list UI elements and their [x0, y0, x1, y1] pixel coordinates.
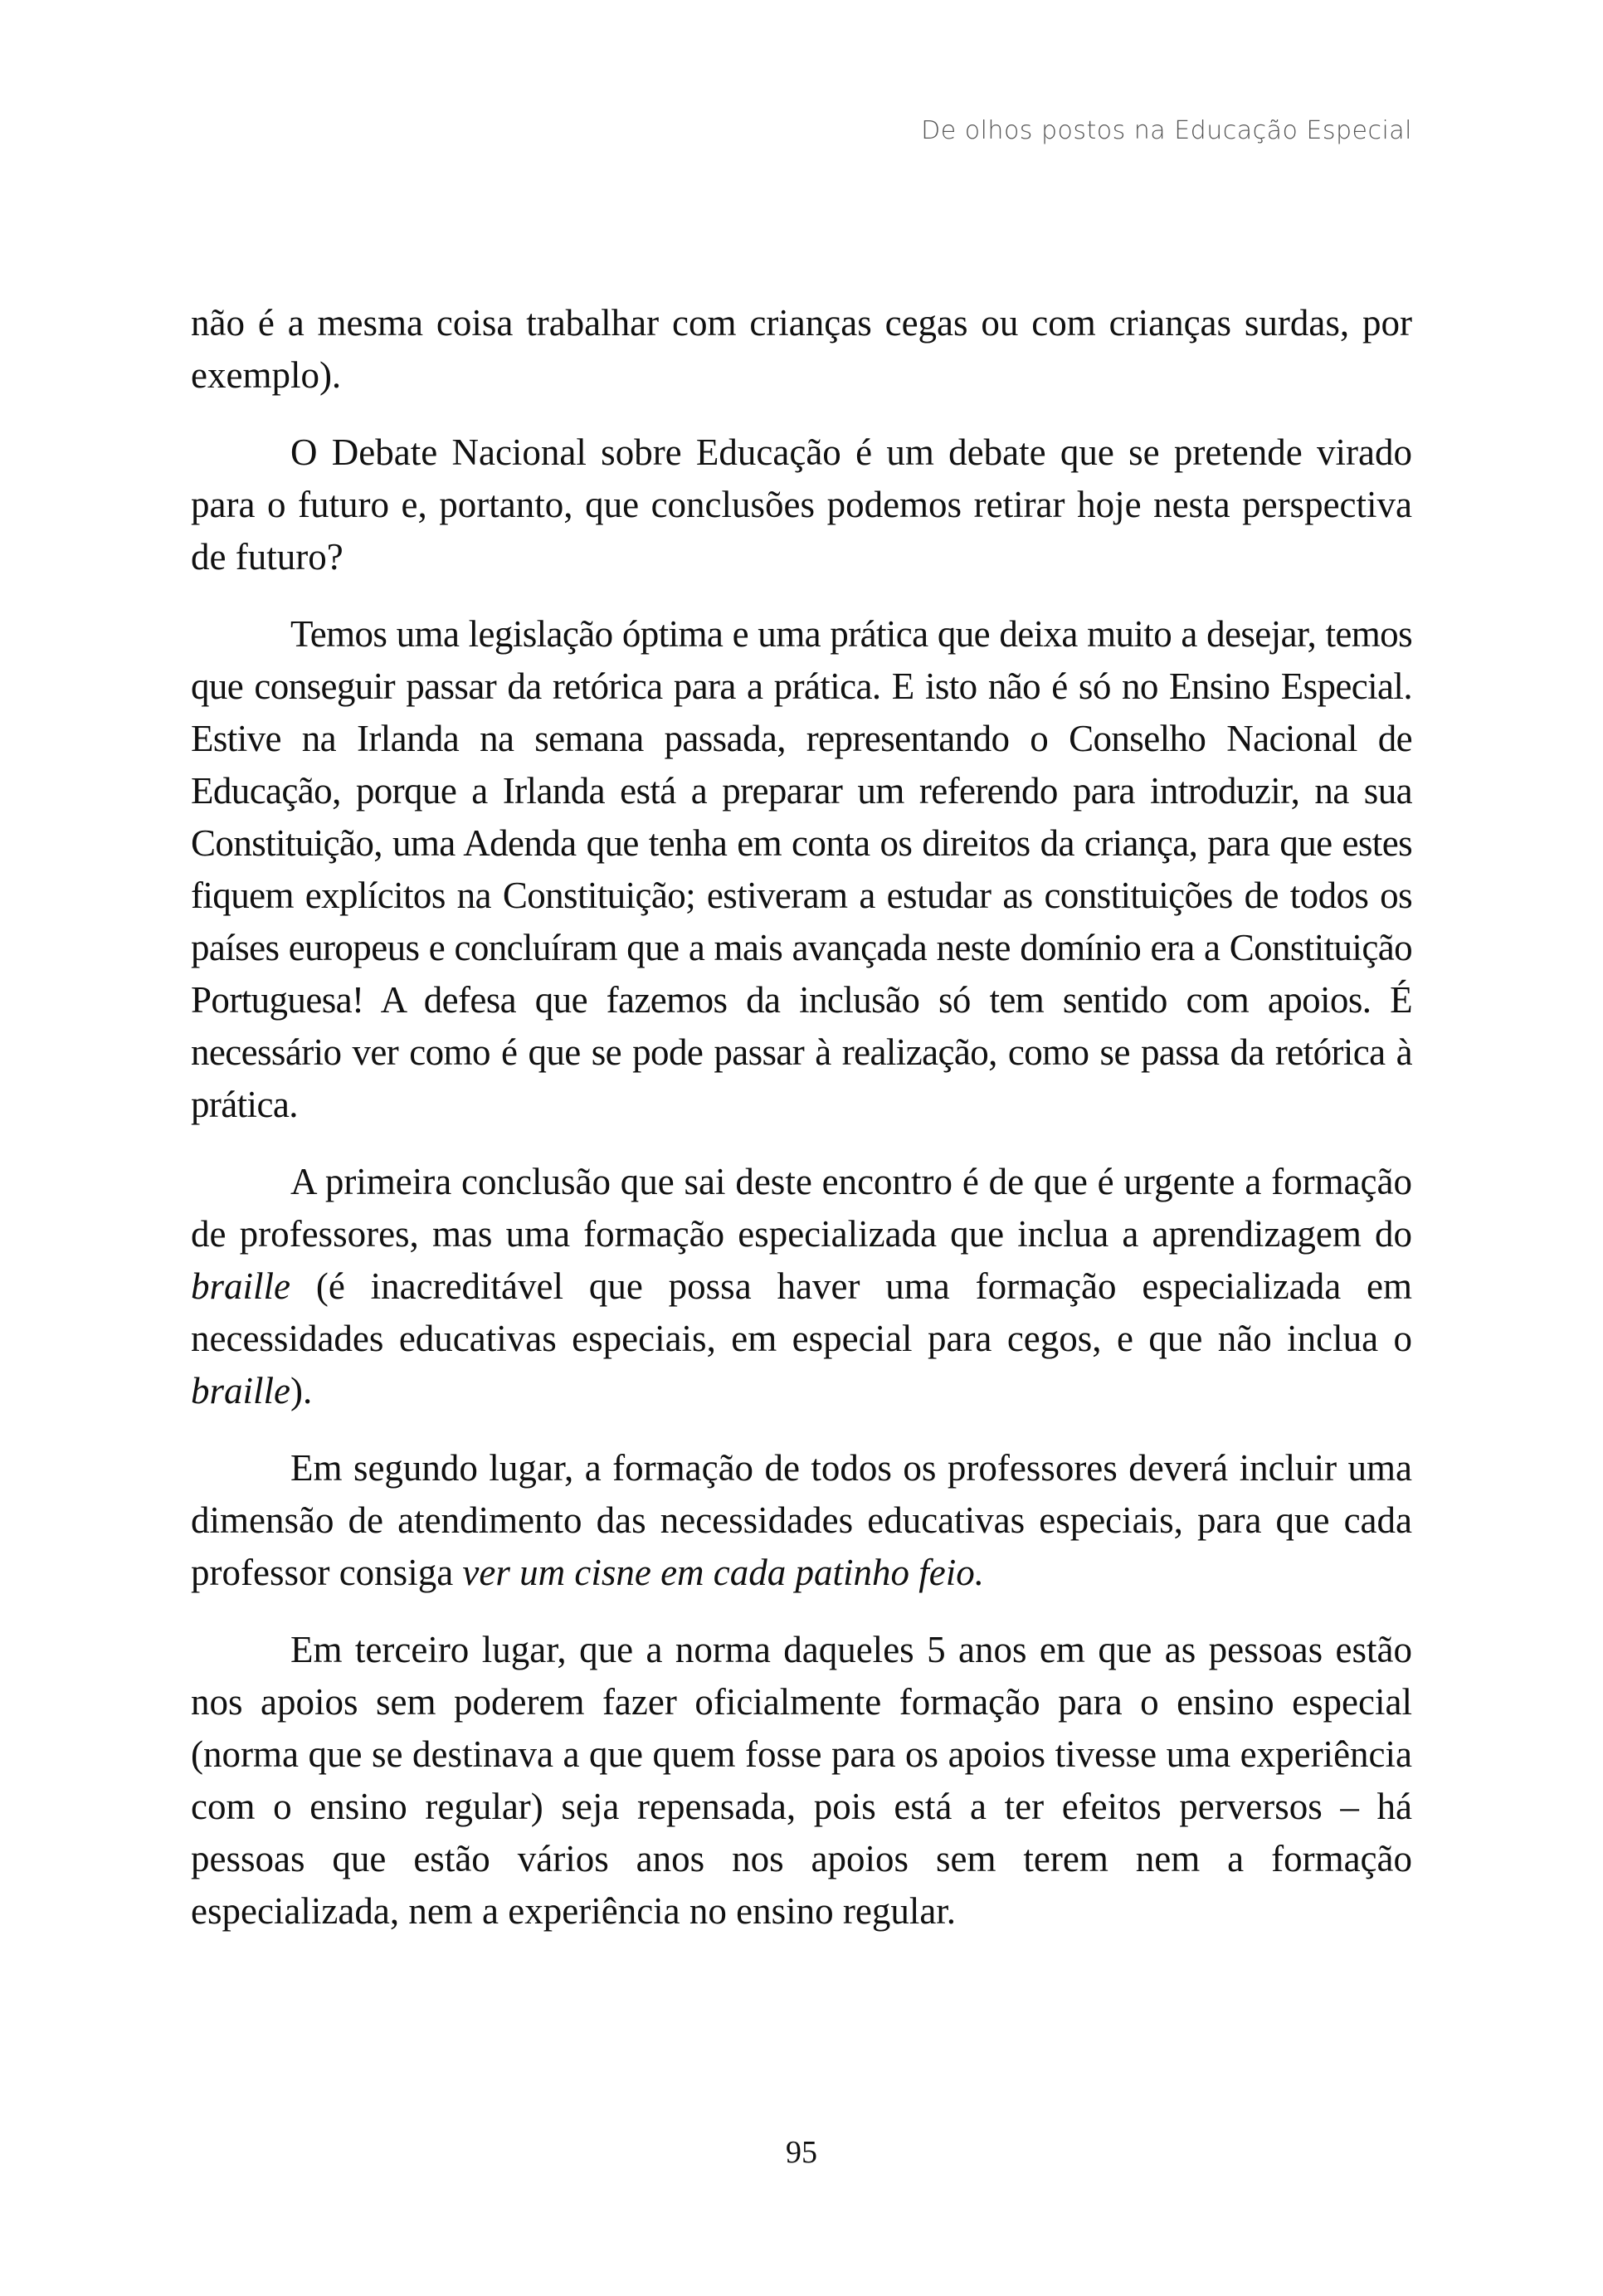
paragraph-6	[191, 1624, 1412, 1938]
paragraph-text: Em segundo lugar, a formação de todos os professores deverá incluir uma dimensão de atendimento das necessidades educativas especiais, para que cada professor consiga	[191, 1447, 1412, 1593]
paragraph-text: A primeira conclusão que sai deste encontro é de que é urgente a formação de professores, mas uma formação especializada que inclua a aprendizagem do	[191, 1161, 1412, 1255]
italic-term-braille: braille	[191, 1370, 290, 1411]
paragraph-5	[191, 1442, 1412, 1599]
body-text	[191, 297, 1412, 1962]
paragraph-text: não é a mesma coisa trabalhar com crianças cegas ou com crianças surdas, por exemplo).	[191, 302, 1412, 396]
italic-phrase: ver um cisne em cada patinho feio.	[462, 1552, 985, 1593]
running-header: De olhos postos na Educação Especial	[921, 116, 1412, 145]
paragraph-text: (é inacreditável que possa haver uma formação especializada em necessidades educativas especiais, em especial para cegos, e que não inclua o	[191, 1265, 1412, 1359]
paragraph-4	[191, 1156, 1412, 1417]
paragraph-text: Temos uma legislação óptima e uma prática que deixa muito a desejar, temos que conseguir passar da retórica para a prática. E isto não é só no Ensino Especial. Estive na Irlanda na semana passada, representando o Conselho Nacional de Educação, porque a Irlanda está a preparar um referendo para introduzir, na sua Constituição, uma Adenda que tenha em conta os direitos da criança, para que estes fiquem explícitos na Constituição; estiveram a estudar as constituições de todos os países europeus e concluíram que a mais avançada neste domínio era a Constituição Portuguesa! A defesa que fazemos da inclusão só tem sentido com apoios. É necessário ver como é que se pode passar à realização, como se passa da retórica à prática.	[191, 613, 1412, 1125]
paragraph-text: O Debate Nacional sobre Educação é um debate que se pretende virado para o futuro e, portanto, que conclusões podemos retirar hoje nesta perspectiva de futuro?	[191, 431, 1412, 578]
page-number: 95	[786, 2135, 817, 2170]
paragraph-1	[191, 297, 1412, 402]
paragraph-2	[191, 427, 1412, 583]
paragraph-text: Em terceiro lugar, que a norma daqueles 5 anos em que as pessoas estão nos apoios sem poderem fazer oficialmente formação para o ensino especial (norma que se destinava a que quem fosse para os apoios tivesse uma experiência com o ensino regular) seja repensada, pois está a ter efeitos perversos – há pessoas que estão vários anos nos apoios sem terem nem a formação especializada, nem a experiência no ensino regular.	[191, 1629, 1412, 1932]
paragraph-text: ).	[290, 1370, 313, 1411]
italic-term-braille: braille	[191, 1265, 290, 1307]
paragraph-3	[191, 608, 1412, 1131]
